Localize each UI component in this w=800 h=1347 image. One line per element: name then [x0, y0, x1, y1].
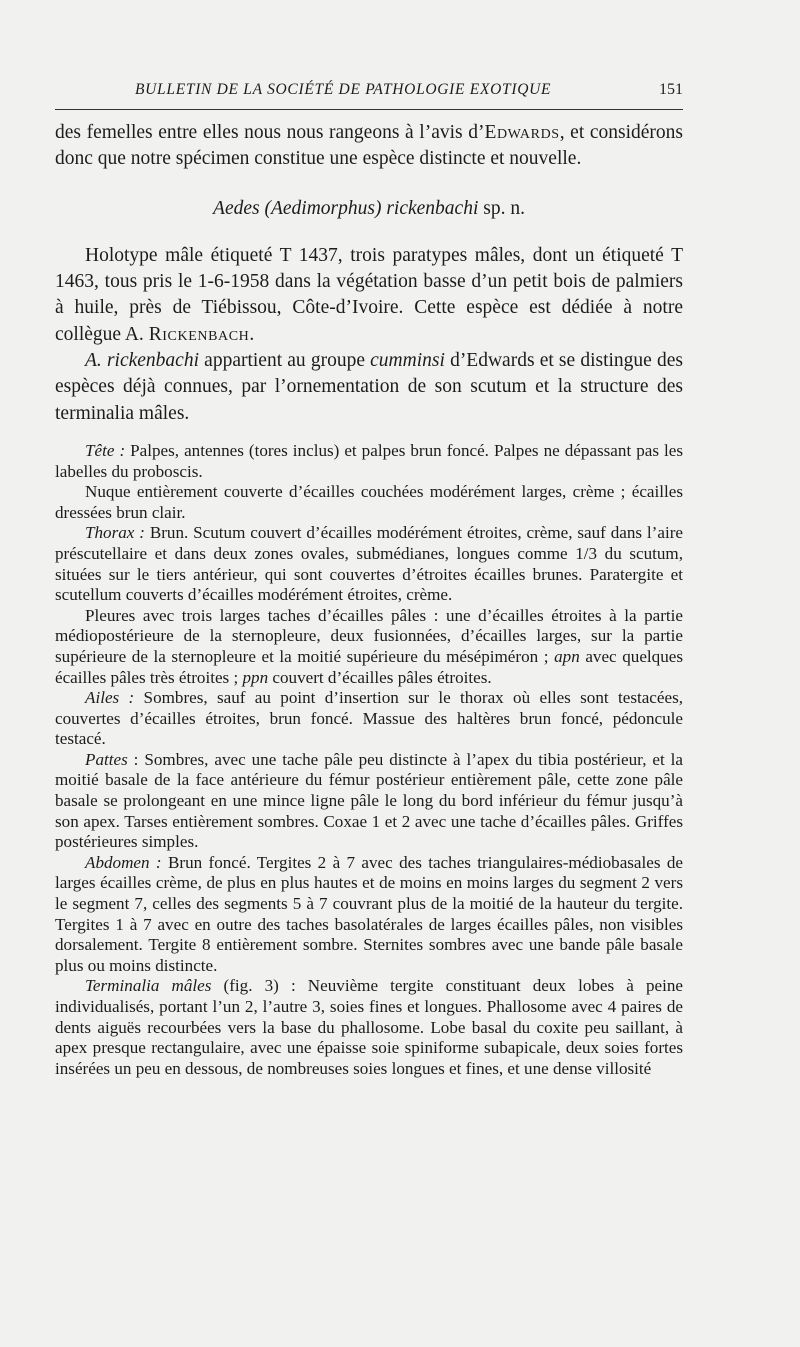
- description-section: [55, 441, 683, 1079]
- pleures-paragraph: [55, 606, 683, 688]
- intro-text-end: , et considérons donc que notre spécimen constitue une espèce distincte et nouvelle.: [55, 122, 683, 170]
- ppn-abbrev: ppn: [242, 667, 269, 687]
- pleures-text-mid: avec quelques écailles pâles très étroites ;: [55, 646, 684, 687]
- tete-text: Palpes, antennes (tores inclus) et palpes brun foncé. Palpes ne dépassant pas les labelles du proboscis.: [55, 440, 683, 481]
- abdomen-text: Brun foncé. Tergites 2 à 7 avec des taches triangulaires-médiobasales de larges écailles crème, de plus en plus hautes et de moins en moins larges du segment 2 vers le segment 7, celles des segments 5 à 7 couvrant plus de la moitié de la hauteur du tergite. Tergites 1 à 7 avec en outre des taches basolatérales de larges écailles pâles, non visibles dorsalement. Tergite 8 entièrement sombre. Sternites sombres avec une bande pâle basale plus ou moins distincte.: [55, 852, 683, 975]
- thorax-text: Brun. Scutum couvert d’écailles modérément étroites, crème, sauf dans l’aire préscutellaire et dans deux zones ovales, submédianes, longues comme 1/3 du scutum, situées sur le tiers antérieur, qui sont couvertes d’étroites écailles brunes. Paratergite et scutellum couverts d’écailles modérément étroites, crème.: [55, 523, 683, 605]
- abdomen-paragraph: [55, 853, 683, 977]
- pattes-text: : Sombres, avec une tache pâle peu distincte à l’apex du tibia postérieur, et la moitié basale de la face antérieure du fémur postérieur entièrement pâle, cette zone pâle basale se prolongeant en une mince ligne pâle le long du bord inférieur du fémur jusqu’à son apex. Tarses entièrement sombres. Coxae 1 et 2 avec une tache d’écailles pâles. Griffes postérieures simples.: [55, 749, 683, 852]
- terminalia-paragraph: [55, 976, 683, 1079]
- dedicatee-name: Rickenbach: [148, 323, 250, 345]
- page-number: 151: [659, 81, 683, 98]
- holotype-text: Holotype mâle étiqueté T 1437, trois paratypes mâles, dont un étiqueté T 1463, tous pris le 1-6-1958 dans la végétation basse d’un petit bois de palmiers à huile, près de Tiébissou, Côte-d’Ivoire. Cette espèce est dédiée à notre collègue A.: [55, 244, 683, 345]
- terminalia-label: Terminalia mâles: [85, 976, 212, 996]
- thorax-label: Thorax :: [85, 523, 145, 543]
- group-text: appartient au groupe: [199, 350, 371, 372]
- running-title: BULLETIN DE LA SOCIÉTÉ DE PATHOLOGIE EXOTIQUE: [135, 81, 552, 98]
- species-name: Aedes (Aedimorphus) rickenbachi: [213, 197, 479, 219]
- pleures-text-end: couvert d’écailles pâles étroites.: [268, 667, 492, 687]
- ailes-paragraph: [55, 688, 683, 750]
- ailes-text: Sombres, sauf au point d’insertion sur le thorax où elles sont testacées, couvertes d’écailles étroites, brun foncé. Massue des haltères brun foncé, pédoncule testacé.: [55, 688, 683, 749]
- holotype-text-end: .: [249, 323, 255, 345]
- article-body: [55, 120, 683, 1079]
- pattes-label: Pattes: [85, 749, 128, 769]
- holotype-paragraph: [55, 243, 683, 348]
- pleures-text: Pleures avec trois larges taches d’écailles pâles : une d’écailles étroites à la partie médiopostérieure de la sternopleure, deux fusionnées, d’écailles larges, sur la partie supérieure de la sternopleure et la moitié supérieure du mésépiméron ;: [55, 605, 683, 666]
- abdomen-label: Abdomen :: [85, 852, 162, 872]
- tete-label: Tête :: [85, 440, 126, 460]
- group-name: cumminsi: [370, 350, 445, 372]
- terminalia-text: (fig. 3) : Neuvième tergite constituant deux lobes à peine individualisés, portant l’un 2, l’autre 3, soies fines et longues. Phallosome avec 4 paires de dents aiguës recourbées vers la base du phallosome. Lobe basal du coxite peu saillant, à apex presque rectangulaire, avec une épaisse soie spiniforme subapicale, deux soies fortes insérées un peu en dessous, de nombreuses soies longues et fines, et une dense villosité: [55, 976, 683, 1078]
- group-paragraph: [55, 348, 683, 427]
- ailes-label: Ailes :: [85, 688, 135, 708]
- nuque-paragraph: Nuque entièrement couverte d’écailles couchées modérément larges, crème ; écailles dressées brun clair.: [55, 482, 683, 522]
- thorax-paragraph: [55, 523, 683, 605]
- main-text: [55, 120, 683, 427]
- group-text-end: d’Edwards et se distingue des espèces déjà connues, par l’ornementation de son scutum et la structure des terminalia mâles.: [55, 350, 683, 424]
- page-header: [55, 79, 683, 110]
- pattes-paragraph: [55, 750, 683, 853]
- tete-paragraph: [55, 441, 683, 482]
- species-abbrev: A. rickenbachi: [85, 350, 199, 372]
- intro-text: des femelles entre elles nous nous rangeons à l’avis d’: [55, 122, 485, 143]
- species-title: [55, 196, 683, 222]
- species-suffix: sp. n.: [478, 197, 525, 219]
- intro-paragraph: [55, 120, 683, 173]
- apn-abbrev: apn: [554, 646, 580, 666]
- author-name: Edwards: [484, 122, 560, 143]
